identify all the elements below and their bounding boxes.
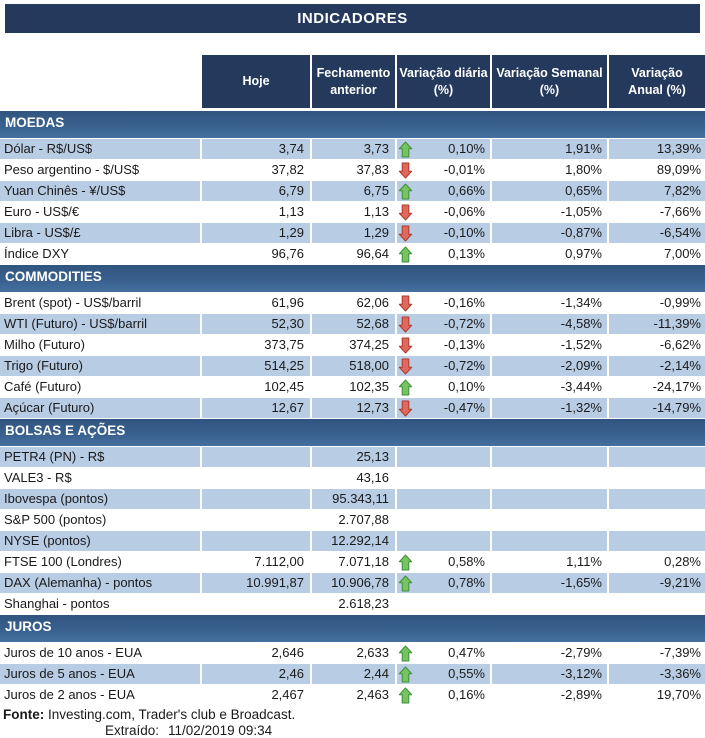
row-label: Trigo (Futuro)	[0, 356, 200, 376]
cell-hoje: 2,467	[200, 685, 310, 705]
arrow-placeholder	[398, 596, 413, 613]
cell-variacao-semanal	[490, 510, 607, 530]
cell-variacao-diaria	[395, 552, 490, 572]
cell-fechamento-anterior: 1,29	[310, 223, 395, 243]
arrow-up-icon	[398, 379, 413, 396]
cell-variacao-anual: -2,14%	[607, 356, 705, 376]
arrow-down-icon	[398, 316, 413, 333]
cell-fechamento-anterior: 62,06	[310, 293, 395, 313]
arrow-placeholder	[398, 533, 413, 550]
row-label: Yuan Chinês - ¥/US$	[0, 181, 200, 201]
cell-variacao-semanal	[490, 468, 607, 488]
table-row	[0, 594, 705, 614]
arrow-up-icon	[398, 687, 413, 704]
cell-fechamento-anterior: 43,16	[310, 468, 395, 488]
variacao-diaria-value: -0,01%	[443, 162, 485, 177]
cell-hoje: 6,79	[200, 181, 310, 201]
variacao-diaria-value: 0,10%	[448, 379, 485, 394]
extracted-label: Extraído:	[105, 723, 160, 738]
table-row	[0, 510, 705, 530]
cell-variacao-anual	[607, 489, 705, 509]
cell-variacao-anual	[607, 447, 705, 467]
cell-hoje	[200, 468, 310, 488]
cell-variacao-diaria	[395, 377, 490, 397]
table-row	[0, 160, 705, 180]
cell-hoje: 61,96	[200, 293, 310, 313]
cell-fechamento-anterior: 6,75	[310, 181, 395, 201]
row-label: WTI (Futuro) - US$/barril	[0, 314, 200, 334]
variacao-diaria-value: -0,16%	[443, 295, 485, 310]
table-row	[0, 139, 705, 159]
row-label: VALE3 - R$	[4, 470, 72, 485]
cell-hoje: 52,30	[200, 314, 310, 334]
row-label: Milho (Futuro)	[4, 337, 85, 352]
cell-variacao-anual	[607, 594, 705, 614]
cell-variacao-semanal: -1,52%	[490, 335, 607, 355]
cell-hoje	[200, 510, 310, 530]
cell-variacao-anual: 7,00%	[607, 244, 705, 264]
cell-variacao-anual: 13,39%	[607, 139, 705, 159]
table-row	[0, 552, 705, 572]
cell-variacao-anual	[607, 468, 705, 488]
cell-variacao-semanal: -3,44%	[490, 377, 607, 397]
cell-variacao-semanal: -1,34%	[490, 293, 607, 313]
variacao-diaria-value: 0,47%	[448, 645, 485, 660]
cell-fechamento-anterior: 102,35	[310, 377, 395, 397]
arrow-up-icon	[398, 141, 413, 158]
variacao-diaria-value: -0,72%	[443, 316, 485, 331]
cell-hoje	[200, 594, 310, 614]
row-label: S&P 500 (pontos)	[4, 512, 107, 527]
variacao-diaria-value: -0,47%	[443, 400, 485, 415]
cell-variacao-anual: 89,09%	[607, 160, 705, 180]
cell-variacao-semanal: 1,91%	[490, 139, 607, 159]
cell-hoje: 373,75	[200, 335, 310, 355]
cell-variacao-diaria	[395, 573, 490, 593]
arrow-up-icon	[398, 246, 413, 263]
variacao-diaria-value: -0,06%	[443, 204, 485, 219]
cell-variacao-semanal: 0,97%	[490, 244, 607, 264]
arrow-down-icon	[398, 400, 413, 417]
cell-variacao-semanal	[490, 531, 607, 551]
arrow-down-icon	[398, 204, 413, 221]
row-label: Juros de 10 anos - EUA	[4, 645, 143, 660]
indicators-table	[0, 111, 705, 705]
cell-variacao-anual: -9,21%	[607, 573, 705, 593]
row-label: Brent (spot) - US$/barril	[4, 295, 142, 310]
cell-fechamento-anterior: 12.292,14	[310, 531, 395, 551]
cell-variacao-semanal	[490, 489, 607, 509]
cell-variacao-anual: -3,36%	[607, 664, 705, 684]
cell-fechamento-anterior: 52,68	[310, 314, 395, 334]
source-line	[0, 707, 705, 722]
cell-variacao-diaria	[395, 447, 490, 467]
cell-hoje: 7.112,00	[200, 552, 310, 572]
arrow-placeholder	[398, 449, 413, 466]
column-header-fech: Fechamento anterior	[310, 55, 395, 108]
cell-variacao-diaria	[395, 468, 490, 488]
cell-hoje: 2,646	[200, 643, 310, 663]
cell-fechamento-anterior: 96,64	[310, 244, 395, 264]
arrow-placeholder	[398, 491, 413, 508]
cell-hoje: 37,82	[200, 160, 310, 180]
cell-variacao-diaria	[395, 594, 490, 614]
cell-variacao-semanal: -1,65%	[490, 573, 607, 593]
row-label: Índice DXY	[4, 246, 70, 261]
cell-variacao-semanal: -4,58%	[490, 314, 607, 334]
cell-variacao-anual: -0,99%	[607, 293, 705, 313]
row-label: Café (Futuro)	[4, 379, 82, 394]
column-header-anual: Variação Anual (%)	[607, 55, 705, 108]
table-row	[0, 664, 705, 684]
cell-fechamento-anterior: 2,463	[310, 685, 395, 705]
cell-variacao-semanal: -2,09%	[490, 356, 607, 376]
cell-variacao-semanal: -3,12%	[490, 664, 607, 684]
arrow-up-icon	[398, 575, 413, 592]
variacao-diaria-value: 0,66%	[448, 183, 485, 198]
cell-variacao-diaria	[395, 531, 490, 551]
cell-hoje	[200, 489, 310, 509]
cell-fechamento-anterior: 2,44	[310, 664, 395, 684]
table-row	[0, 489, 705, 509]
arrow-down-icon	[398, 337, 413, 354]
row-label: Peso argentino - $/US$	[4, 162, 140, 177]
cell-variacao-semanal: -1,32%	[490, 398, 607, 418]
cell-variacao-diaria	[395, 181, 490, 201]
table-row	[0, 293, 705, 313]
row-label: NYSE (pontos)	[0, 531, 200, 551]
table-row	[0, 335, 705, 355]
cell-variacao-diaria	[395, 398, 490, 418]
variacao-diaria-value: 0,55%	[448, 666, 485, 681]
table-row	[0, 244, 705, 264]
cell-fechamento-anterior: 2.707,88	[310, 510, 395, 530]
cell-variacao-anual: -6,54%	[607, 223, 705, 243]
cell-fechamento-anterior: 95.343,11	[310, 489, 395, 509]
row-label: Libra - US$/£	[0, 223, 200, 243]
table-row	[0, 573, 705, 593]
cell-variacao-anual	[607, 510, 705, 530]
footer	[0, 707, 705, 738]
arrow-up-icon	[398, 183, 413, 200]
variacao-diaria-value: 0,10%	[448, 141, 485, 156]
cell-variacao-anual: -14,79%	[607, 398, 705, 418]
variacao-diaria-value: -0,13%	[443, 337, 485, 352]
cell-hoje: 514,25	[200, 356, 310, 376]
table-row	[0, 356, 705, 376]
cell-fechamento-anterior: 374,25	[310, 335, 395, 355]
cell-variacao-anual: -7,39%	[607, 643, 705, 663]
section-header-commodities: COMMODITIES	[0, 265, 705, 292]
cell-variacao-semanal	[490, 447, 607, 467]
cell-variacao-diaria	[395, 510, 490, 530]
cell-variacao-anual	[607, 531, 705, 551]
cell-variacao-semanal: 0,65%	[490, 181, 607, 201]
row-label: Ibovespa (pontos)	[0, 489, 200, 509]
cell-variacao-semanal	[490, 594, 607, 614]
variacao-diaria-value: 0,16%	[448, 687, 485, 702]
table-row	[0, 531, 705, 551]
extracted-timestamp: 11/02/2019 09:34	[168, 723, 273, 738]
cell-variacao-diaria	[395, 643, 490, 663]
table-row	[0, 377, 705, 397]
row-label: Shanghai - pontos	[4, 596, 110, 611]
arrow-placeholder	[398, 470, 413, 487]
cell-hoje	[200, 447, 310, 467]
table-row	[0, 468, 705, 488]
column-header-row	[0, 55, 705, 108]
cell-fechamento-anterior: 10.906,78	[310, 573, 395, 593]
cell-variacao-semanal: -2,89%	[490, 685, 607, 705]
variacao-diaria-value: 0,13%	[448, 246, 485, 261]
cell-variacao-anual: -6,62%	[607, 335, 705, 355]
row-label: DAX (Alemanha) - pontos	[0, 573, 200, 593]
row-label: Juros de 5 anos - EUA	[0, 664, 200, 684]
cell-hoje: 2,46	[200, 664, 310, 684]
cell-variacao-semanal: -2,79%	[490, 643, 607, 663]
cell-variacao-diaria	[395, 160, 490, 180]
row-label: Euro - US$/€	[4, 204, 80, 219]
cell-fechamento-anterior: 37,83	[310, 160, 395, 180]
cell-hoje: 102,45	[200, 377, 310, 397]
cell-variacao-anual: 0,28%	[607, 552, 705, 572]
page-title: INDICADORES	[5, 4, 700, 33]
table-row	[0, 643, 705, 663]
cell-fechamento-anterior: 7.071,18	[310, 552, 395, 572]
cell-variacao-diaria	[395, 489, 490, 509]
table-row	[0, 447, 705, 467]
cell-variacao-anual: -24,17%	[607, 377, 705, 397]
table-row	[0, 685, 705, 705]
cell-fechamento-anterior: 25,13	[310, 447, 395, 467]
arrow-down-icon	[398, 225, 413, 242]
source-text: Investing.com, Trader's club e Broadcast.	[44, 707, 296, 722]
cell-hoje: 96,76	[200, 244, 310, 264]
source-label: Fonte:	[3, 707, 45, 722]
cell-hoje: 12,67	[200, 398, 310, 418]
table-row	[0, 398, 705, 418]
cell-hoje: 10.991,87	[200, 573, 310, 593]
section-header-juros: JUROS	[0, 615, 705, 642]
arrow-down-icon	[398, 162, 413, 179]
section-header-moedas: MOEDAS	[0, 111, 705, 138]
cell-fechamento-anterior: 2,633	[310, 643, 395, 663]
cell-fechamento-anterior: 518,00	[310, 356, 395, 376]
cell-hoje: 1,13	[200, 202, 310, 222]
arrow-down-icon	[398, 358, 413, 375]
cell-variacao-diaria	[395, 685, 490, 705]
cell-fechamento-anterior: 3,73	[310, 139, 395, 159]
arrow-down-icon	[398, 295, 413, 312]
arrow-up-icon	[398, 554, 413, 571]
cell-variacao-anual: 19,70%	[607, 685, 705, 705]
cell-variacao-diaria	[395, 356, 490, 376]
cell-fechamento-anterior: 1,13	[310, 202, 395, 222]
row-label: Dólar - R$/US$	[0, 139, 200, 159]
label-column-spacer	[0, 55, 200, 108]
cell-variacao-diaria	[395, 223, 490, 243]
extracted-line	[0, 723, 705, 738]
cell-hoje	[200, 531, 310, 551]
column-header-diaria: Variação diária (%)	[395, 55, 490, 108]
cell-variacao-anual: -7,66%	[607, 202, 705, 222]
cell-variacao-semanal: -0,87%	[490, 223, 607, 243]
cell-hoje: 1,29	[200, 223, 310, 243]
section-header-bolsas-e-a-es: BOLSAS E AÇÕES	[0, 419, 705, 446]
table-row	[0, 223, 705, 243]
arrow-placeholder	[398, 512, 413, 529]
cell-variacao-diaria	[395, 293, 490, 313]
cell-fechamento-anterior: 2.618,23	[310, 594, 395, 614]
variacao-diaria-value: 0,58%	[448, 554, 485, 569]
variacao-diaria-value: -0,72%	[443, 358, 485, 373]
cell-variacao-diaria	[395, 335, 490, 355]
cell-variacao-diaria	[395, 664, 490, 684]
table-row	[0, 202, 705, 222]
cell-variacao-diaria	[395, 314, 490, 334]
cell-variacao-diaria	[395, 202, 490, 222]
row-label: Juros de 2 anos - EUA	[4, 687, 135, 702]
cell-variacao-semanal: 1,11%	[490, 552, 607, 572]
row-label: Açúcar (Futuro)	[0, 398, 200, 418]
cell-variacao-semanal: -1,05%	[490, 202, 607, 222]
row-label: FTSE 100 (Londres)	[4, 554, 122, 569]
arrow-up-icon	[398, 645, 413, 662]
table-row	[0, 181, 705, 201]
variacao-diaria-value: 0,78%	[448, 575, 485, 590]
table-row	[0, 314, 705, 334]
cell-variacao-diaria	[395, 139, 490, 159]
column-header-semanal: Variação Semanal (%)	[490, 55, 607, 108]
arrow-up-icon	[398, 666, 413, 683]
row-label: PETR4 (PN) - R$	[0, 447, 200, 467]
cell-hoje: 3,74	[200, 139, 310, 159]
cell-variacao-anual: 7,82%	[607, 181, 705, 201]
column-header-hoje: Hoje	[200, 55, 310, 108]
cell-variacao-semanal: 1,80%	[490, 160, 607, 180]
cell-variacao-diaria	[395, 244, 490, 264]
cell-variacao-anual: -11,39%	[607, 314, 705, 334]
variacao-diaria-value: -0,10%	[443, 225, 485, 240]
cell-fechamento-anterior: 12,73	[310, 398, 395, 418]
